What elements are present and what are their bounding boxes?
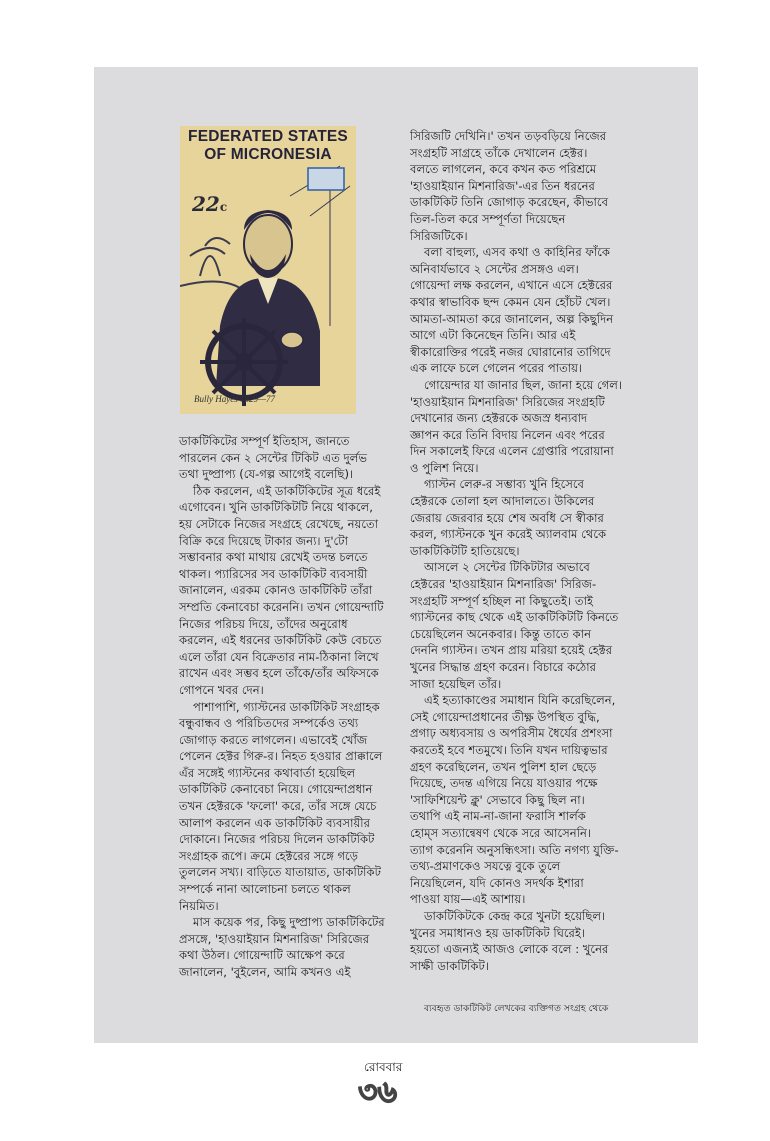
magazine-name: রোববার bbox=[364, 1060, 403, 1074]
article-column-left bbox=[179, 433, 387, 981]
paragraph: মাস কয়েক পর, কিছু দুষ্প্রাপ্য ডাকটিকিটের প্রসঙ্গে, 'হাওয়াইয়ান মিশনারিজ' সিরিজের কথা উঠল। গোয়েন্দাটি আক্ষেপ করে জানালেন, 'বুইলেন, আমি কখনও এই bbox=[179, 915, 385, 979]
stamp-value-unit: c bbox=[219, 200, 228, 214]
paragraph: সিরিজটি দেখিনি।' তখন তড়বড়িয়ে নিজের সংগ্রহটি সাগ্রহে তাঁকে দেখালেন হেক্টর। বলতে লাগলেন, কবে কখন কত পরিশ্রমে 'হাওয়াইয়ান মিশনারিজ'-এর তিন ধরনের ডাকটিকিট তিনি জোগাড় করেছেন, কীভাবে তিল-তিল করে সম্পূর্ণতা দিয়েছেন সিরিজটিকে। bbox=[410, 129, 609, 243]
article-column-right bbox=[410, 128, 624, 974]
stamp-value-number: 22 bbox=[192, 192, 220, 216]
stamp-illustration bbox=[180, 126, 356, 414]
image-credit-caption: ব্যবহৃত ডাকটিকিট লেখকের ব্যক্তিগত সংগ্রহ থেকে bbox=[424, 1003, 609, 1014]
paragraph: গোয়েন্দার যা জানার ছিল, জানা হয়ে গেল। 'হাওয়াইয়ান মিশনারিজ' সিরিজের সংগ্রহটি দেখানোর জন্য হেক্টরকে অজস্র ধন্যবাদ জ্ঞাপন করে তিনি বিদায় নিলেন এবং পরের দিন সকালেই ফিরে এলেন গ্রেপ্তারি পরোয়ানা ও পুলিশ নিয়ে। bbox=[410, 377, 623, 475]
stamp-image bbox=[180, 126, 356, 414]
paragraph: ডাকটিকিটের সম্পূর্ণ ইতিহাস, জানতে পারলেন কেন ২ সেন্টের টিকিট এত দুর্লভ তথা দুষ্প্রাপ্য (যে-গল্প আগেই বলেছি)। bbox=[179, 434, 367, 482]
paragraph: এই হত্যাকাণ্ডের সমাধান যিনি করেছিলেন, সেই গোয়েন্দাপ্রধানের তীক্ষ্ণ উপস্থিত বুদ্ধি, প্রগাঢ় অধ্যবসায় ও অপরিসীম ধৈর্যের প্রশংসা করতেই হবে শতমুখে। তিনি যখন দায়িত্বভার গ্রহণ করেছিলেন, তখন পুলিশ হাল ছেড়ে দিয়েছে, তদন্ত এগিয়ে নিয়ে যাওয়ার পক্ষে 'সাফিশিয়েন্ট ক্লু' সেভাবে কিছু ছিল না। তথাপি এই নাম-না-জানা ফরাসি শার্লক হোম্‌স সত্যান্বেষণ থেকে সরে আসেননি। ত্যাগ করেননি অনুসন্ধিৎসা। অতি নগণ্য যুক্তি- তথ্য-প্রমাণকেও সযত্নে বুকে তুলে নিয়েছিলেন, যদি কোনও সদর্থক ইশারা পাওয়া যায়—এই আশায়। bbox=[410, 693, 619, 907]
paragraph: আসলে ২ সেন্টের টিকিটটার অভাবে হেক্টরের 'হাওয়াইয়ান মিশনারিজ' সিরিজ- সংগ্রহটি সম্পূর্ণ হচ্ছিল না কিছুতেই। তাই গ্যাস্টনের কাছ থেকে এই ডাকটিকিটটি কিনতে চেয়েছিলেন অনেকবার। কিন্তু তাতে কান দেননি গ্যাস্টন। তখন প্রায় মরিয়া হয়েই হেক্টর খুনের সিদ্ধান্ত গ্রহণ করেন। বিচারে কঠোর সাজা হয়েছিল তাঁর। bbox=[410, 560, 619, 691]
paragraph: বলা বাহুল্য, এসব কথা ও কাহিনির ফাঁকে অনিবার্যভাবে ২ সেন্টের প্রসঙ্গও এল। গোয়েন্দা লক্ষ করলেন, এখানে এসে হেক্টরের কথার স্বাভাবিক ছন্দ কেমন যেন হোঁচট খেল। আমতা-আমতা করে জানালেন, অল্প কিছুদিন আগে এটা কিনেছেন তিনি। আর এই স্বীকারোক্তির পরেই নজর ঘোরানোর তাগিদে এক লাফে চলে গেলেন পরের পাতায়। bbox=[410, 245, 614, 376]
page-number: ৩৬ bbox=[358, 1075, 398, 1110]
paragraph: পাশাপাশি, গ্যাস্টনের ডাকটিকিট সংগ্রাহক বন্ধুবান্ধব ও পরিচিতদের সম্পর্কেও তথ্য জোগাড় করতে লাগলেন। এভাবেই খোঁজ পেলেন হেক্টর গিরু-র। নিহত হওয়ার প্রাক্কালে এঁর সঙ্গেই গ্যাস্টনের কথাবার্তা হয়েছিল ডাকটিকিট কেনাবেচা নিয়ে। গোয়েন্দাপ্রধান তখন হেক্টরকে 'ফলো' করে, তাঁর সঙ্গে যেচে আলাপ করলেন এক ডাকটিকিট ব্যবসায়ীর দোকানে। নিজের পরিচয় দিলেন ডাকটিকিট সংগ্রাহক রূপে। ক্রমে হেক্টরের সঙ্গে গড়ে তুললেন সখ্য। বাড়িতে যাতায়াত, ডাকটিকিট সম্পর্কে নানা আলোচনা চলতে থাকল নিয়মিত। bbox=[179, 699, 383, 913]
stamp-value bbox=[192, 192, 227, 216]
paragraph: ডাকটিকিটকে কেন্দ্র করে খুনটা হয়েছিল। খুনের সমাধানও হয় ডাকটিকিট ঘিরেই। হয়তো এজন্যই আজও লোকে বলে : খুনের সাক্ষী ডাকটিকিট। bbox=[410, 908, 609, 973]
paragraph: ঠিক করলেন, এই ডাকটিকিটের সূত্র ধরেই এগোবেন। খুনি ডাকটিকিটটি নিয়ে থাকলে, হয় সেটাকে নিজের সংগ্রহে রেখেছে, নয়তো বিক্রি করে দিয়েছে টাকার জন্য। দু'টো সম্ভাবনার কথা মাথায় রেখেই তদন্ত চলতে থাকল। প্যারিসের সব ডাকটিকিট ব্যবসায়ী জানালেন, এরকম কোনও ডাকটিকিট তাঁরা সম্প্রতি কেনাবেচা করেননি। তখন গোয়েন্দাটি নিজের পরিচয় দিয়ে, তাঁদের অনুরোধ করলেন, এই ধরনের ডাকটিকিট কেউ বেচতে এলে তাঁরা যেন বিক্রেতার নাম-ঠিকানা লিখে রাখেন এবং সম্ভব হলে তাঁকে/তাঁর অফিসকে গোপনে খবর দেন। bbox=[179, 483, 384, 697]
stamp-caption: Bully Hayes 1829—77 bbox=[194, 394, 275, 404]
stamp-country-title: FEDERATED STATES OF MICRONESIA bbox=[188, 128, 348, 163]
paragraph: গ্যাস্টন লেরু-র সম্ভাব্য খুনি হিসেবে হেক্টরকে তোলা হল আদালতে। উকিলের জেরায় জেরবার হয়ে শেষ অবধি সে স্বীকার করল, গ্যাস্টনকে খুন করেই অ্যালবাম থেকে ডাকটিকিটটি হাতিয়েছে। bbox=[410, 477, 607, 558]
